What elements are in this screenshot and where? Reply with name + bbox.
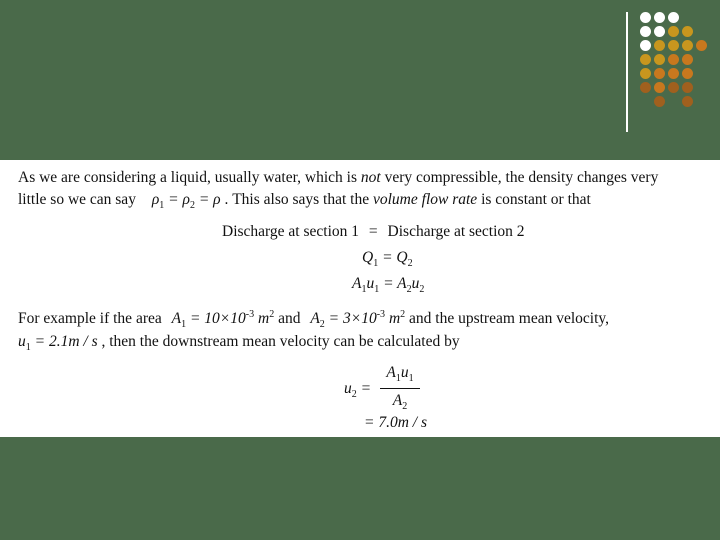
- decorative-dot: [640, 54, 651, 65]
- decorative-dot: [654, 40, 665, 51]
- text-intro-b: very compressible, the density changes very: [380, 169, 659, 186]
- decorative-dot: [682, 54, 693, 65]
- discharge-right: Discharge at section 2: [387, 223, 525, 240]
- decorative-dot: [668, 12, 679, 23]
- text-not: not: [360, 169, 381, 186]
- decorative-dot: [682, 26, 693, 37]
- decorative-dot: [668, 82, 679, 93]
- area-a1: $A_1 = 10\times 10^{-3}$ $m^2$: [171, 309, 275, 331]
- text-downstream: , then the downstream mean velocity can be calculated by: [101, 333, 460, 350]
- discharge-equals: =: [368, 223, 378, 240]
- discharge-left: Discharge at section 1: [222, 223, 360, 240]
- decorative-dot: [640, 82, 651, 93]
- decorative-dot: [654, 96, 665, 107]
- decorative-dot: [654, 82, 665, 93]
- fraction-u2: [380, 364, 420, 413]
- fraction-numerator: $A_1u_1$: [386, 364, 414, 385]
- decorative-divider-line: [626, 12, 628, 132]
- paragraph-line-1: [18, 170, 658, 186]
- text-intro-a: As we are considering a liquid, usually water, which is: [18, 169, 361, 186]
- decorative-dot: [640, 26, 651, 37]
- area-a2: $A_2 = 3\times 10^{-3}$ $m^2$: [310, 309, 406, 331]
- decorative-dot: [654, 54, 665, 65]
- equation-q: $Q_1 = Q_2$: [362, 249, 413, 270]
- decorative-dot: [682, 82, 693, 93]
- decorative-dot: [682, 40, 693, 51]
- decorative-dot: [668, 54, 679, 65]
- discharge-line: [222, 224, 525, 240]
- text-and: and: [278, 310, 301, 328]
- decorative-dot: [640, 68, 651, 79]
- decorative-dot: [640, 40, 651, 51]
- fraction-bar: [380, 388, 420, 389]
- decorative-dot: [668, 26, 679, 37]
- decorative-dot: [682, 68, 693, 79]
- text-this-also: . This also says that the volume flow rate is constant or that: [224, 191, 591, 208]
- decorative-dot: [654, 12, 665, 23]
- result-line: = 7.0m / s: [364, 414, 427, 431]
- decorative-dot: [654, 26, 665, 37]
- example-line-2: [18, 334, 460, 353]
- text-little-so: little so we can say: [18, 191, 136, 208]
- decorative-dot: [682, 96, 693, 107]
- velocity-u1: $u_1 = 2.1m / s$: [18, 333, 98, 354]
- decorative-dot: [668, 40, 679, 51]
- content-panel: [0, 160, 720, 437]
- equation-au: $A_1u_1 = A_2u_2$: [352, 275, 425, 296]
- fraction-denominator: $A_2$: [392, 392, 408, 413]
- paragraph-line-2: [18, 192, 591, 211]
- decorative-dot: [668, 68, 679, 79]
- fraction-lhs: $u_2$ =: [344, 380, 372, 401]
- text-upstream: and the upstream mean velocity,: [409, 310, 610, 328]
- rho-equation: $\rho_1 = \rho_2 = \rho$: [151, 191, 221, 212]
- text-for-example: For example if the area: [18, 310, 162, 328]
- example-line-1: [18, 310, 609, 330]
- decorative-dot: [696, 40, 707, 51]
- decorative-dot: [654, 68, 665, 79]
- decorative-dot: [640, 12, 651, 23]
